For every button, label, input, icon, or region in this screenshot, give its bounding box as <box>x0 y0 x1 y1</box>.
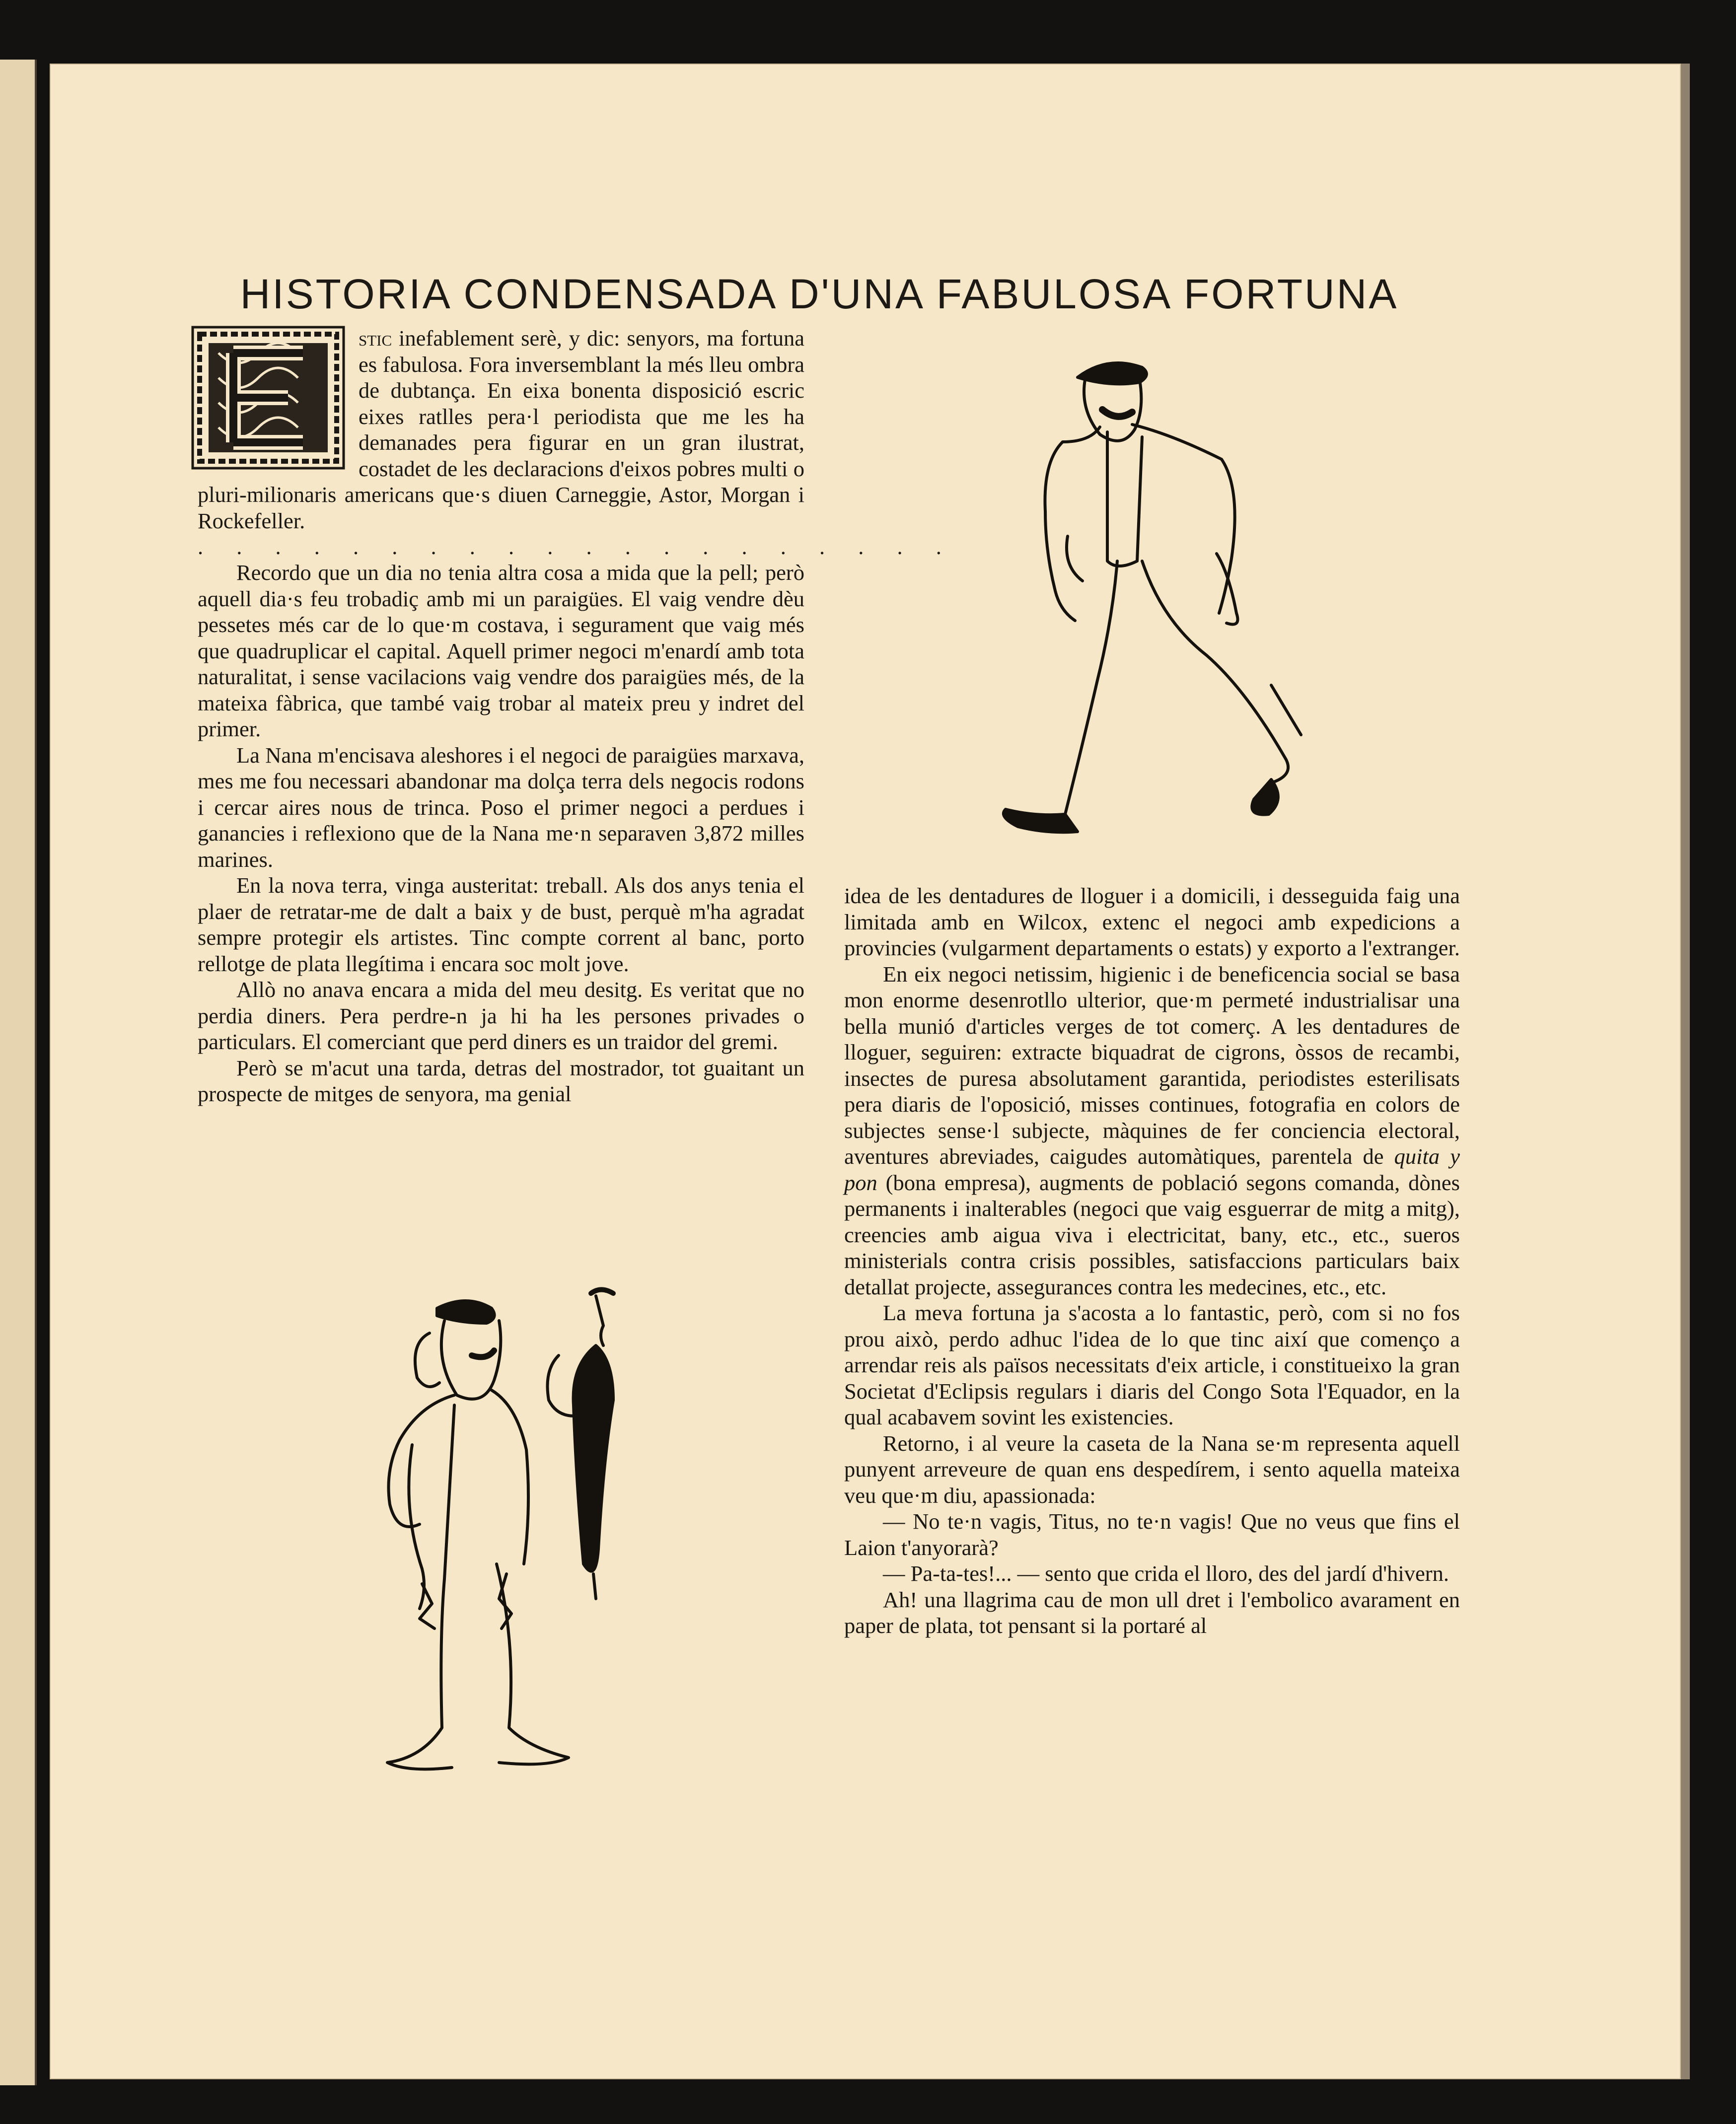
paragraph-business-list <box>844 961 1460 1300</box>
right-text-column <box>844 883 1460 1639</box>
section-divider-dots: . . . . . . . . . . . . . . . . . . . . <box>198 534 955 559</box>
business-list-part1: En eix negoci netissim, higienic i de beneficencia social se basa mon enorme desenrotllo ulterior, que·m permeté industrialisar una bella munió d'articles verges de tot comerç. A les dentadures de lloguer, seguiren: extracte biquadrat de cigrons, òssos de recambi, insectes de puresa absolutament garantida, periodistes esterilisats pera diaris de l'oposició, misses continues, fotografia en colors de subjectes sense·l subjecte, màquines de fer conciencia electoral, aventures abreviades, caigudes automàtiques, parentela de <box>844 961 1460 1169</box>
paragraph-new-land: En la nova terra, vinga austeritat: treball. Als dos anys tenia el plaer de retratar-me de dalt a baix y de bust, perquè m'ha agradat sempre protegir els artistes. Tinc compte corrent al banc, porto rellotge de plata llegítima i encara soc molt jove. <box>198 873 804 976</box>
lead-smallcaps: stic <box>359 326 392 351</box>
business-list-part2: (bona empresa), augments de població segons comanda, dònes permanents i inalterables (negoci que vaig esguerrar de mitg a mitg), creencies amb aigua viva i electricitat, bany, etc., etc., sueros ministerials contra crisis possibles, satisfaccions particulars baix detallat projecte, assegurances contra les medecines, etc., etc. <box>844 1170 1460 1299</box>
decorated-initial-e <box>189 323 348 472</box>
paragraph-nana: La Nana m'encisava aleshores i el negoci de paraigües marxava, mes me fou necessari abandonar ma dolça terra dels negocis rodons i cercar aires nous de trinca. Poso el primer negoci a perdues i ganancies i reflexiono que de la Nana me·n separaven 3,872 milles marines. <box>198 742 804 872</box>
paragraph-afternoon: Però se m'acut una tarda, detras del mostrador, tot guaitant un prospecte de mitges de senyora, ma genial <box>198 1055 804 1106</box>
previous-page-edge <box>0 60 37 2085</box>
dialogue-nana: — No te·n vagis, Titus, no te·n vagis! Que no veus que fins el Laion t'anyorarà? <box>844 1509 1460 1560</box>
article-title: HISTORIA CONDENSADA D'UNA FABULOSA FORTUNA <box>240 271 1399 318</box>
illustration-ragged-man-umbrella <box>358 1286 655 1822</box>
page-edge-shadow <box>1681 64 1690 2079</box>
left-text-column <box>198 325 955 1107</box>
paragraph-dentures: idea de les dentadures de lloguer i a domicili, i desseguida faig una limitada amb en Wilcox, extenc el negoci amb expedicions a provincies (vulgarment departaments o estats) y exporto a l'extranger. <box>844 883 1460 960</box>
paragraph-fantastic-fortune: La meva fortuna ja s'acosta a lo fantastic, però, com si no fos prou això, perdo adhuc l'idea de lo que tinc així que començo a arrendar reis als països necessitats d'eix article, i constitueixo la gran Societat d'Eclipsis regulars i diaris del Congo Sota l'Equador, en la qual acabavem sovint les existencies. <box>844 1300 1460 1429</box>
paragraph-intro: inefablement serè, y dic: senyors, ma fortuna es fabulosa. Fora inversemblant la més lleu ombra de dubtança. En eixa bonenta disposició escric eixes ratlles pera·l periodista que me les ha demanades pera figurar en un gran ilustrat, costadet de les declaracions d'eixos pobres multi o pluri-milionaris americans que·s diuen Carneggie, Astor, Morgan i Rockefeller. <box>198 326 804 533</box>
paragraph-return: Retorno, i al veure la caseta de la Nana se·m representa aquell punyent arreveure de quan ens despedírem, i sento aquella mateixa veu que·m diu, apassionada: <box>844 1430 1460 1508</box>
paragraph-desire: Allò no anava encara a mida del meu desitg. Es veritat que no perdia diners. Pera perdre-n ja hi ha les persones privades o particulars. El comerciant que perd diners es un traidor del gremi. <box>198 977 804 1054</box>
illustration-wealthy-man <box>953 328 1351 839</box>
dialogue-parrot: — Pa-ta-tes!... — sento que crida el lloro, des del jardí d'hivern. <box>883 1561 1449 1586</box>
paragraph-umbrella: Recordo que un dia no tenia altra cosa a mida que la pell; però aquell dia·s feu trobadiç amb mi un paraigües. El vaig vendre dèu pessetes més car de lo que·m costava, i segurament que vaig més que quadruplicar el capital. Aquell primer negoci m'enardí amb tota naturalitat, i sense vacilacions vaig vendre dos paraigües més, de la mateixa fàbrica, que també vaig trobar al mateix preu y indret del primer. <box>198 560 804 741</box>
quita-y-pon-phrase: quita y pon <box>844 1144 1460 1195</box>
paragraph-tear: Ah! una llagrima cau de mon ull dret i l'embolico avarament en paper de plata, tot pensant si la portaré al <box>844 1587 1460 1638</box>
